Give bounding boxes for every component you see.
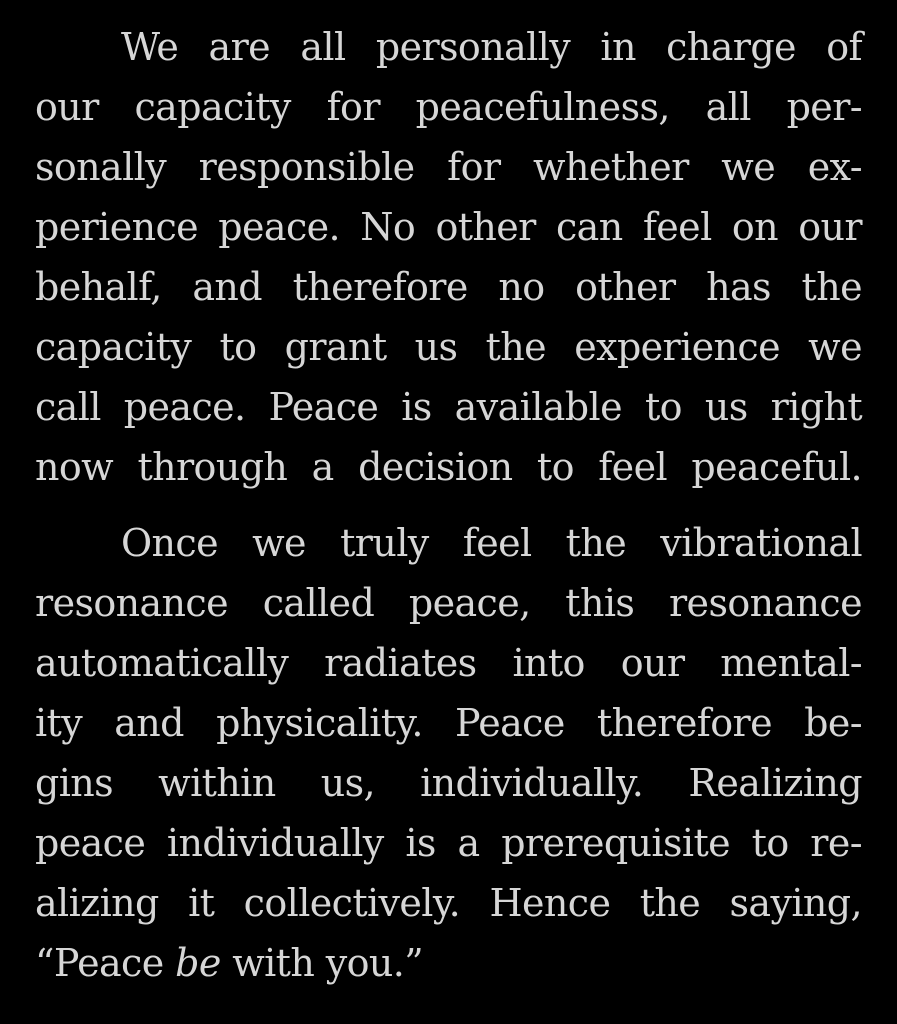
emphasis-text: be [175,941,221,985]
paragraph-2 [35,513,862,993]
text-line: Once we truly feel the vibrational [121,521,862,565]
text-line: alizing it collectively. Hence the saying, [35,881,862,925]
text-line: our capacity for peacefulness, all per- [35,85,862,129]
reading-page [35,17,862,1009]
text-line: We are all personally in charge of [121,25,862,69]
text-line: automatically radiates into our mental- [35,641,862,685]
quote-start-text: “Peace [35,941,176,985]
paragraph-1 [35,17,862,497]
quote-end-text: with you.” [220,941,424,985]
text-line: sonally responsible for whether we ex- [35,145,862,189]
text-line: call peace. Peace is available to us right [35,385,862,429]
text-line: peace individually is a prerequisite to re- [35,821,862,865]
text-line: ity and physicality. Peace therefore be- [35,701,862,745]
text-line: resonance called peace, this resonance [35,581,862,625]
text-line-final [35,933,862,993]
text-line: perience peace. No other can feel on our [35,205,862,249]
text-line: behalf, and therefore no other has the [35,265,862,309]
text-line: capacity to grant us the experience we [35,325,862,369]
text-line: gins within us, individually. Realizing [35,761,862,805]
text-line: now through a decision to feel peaceful. [35,445,862,489]
